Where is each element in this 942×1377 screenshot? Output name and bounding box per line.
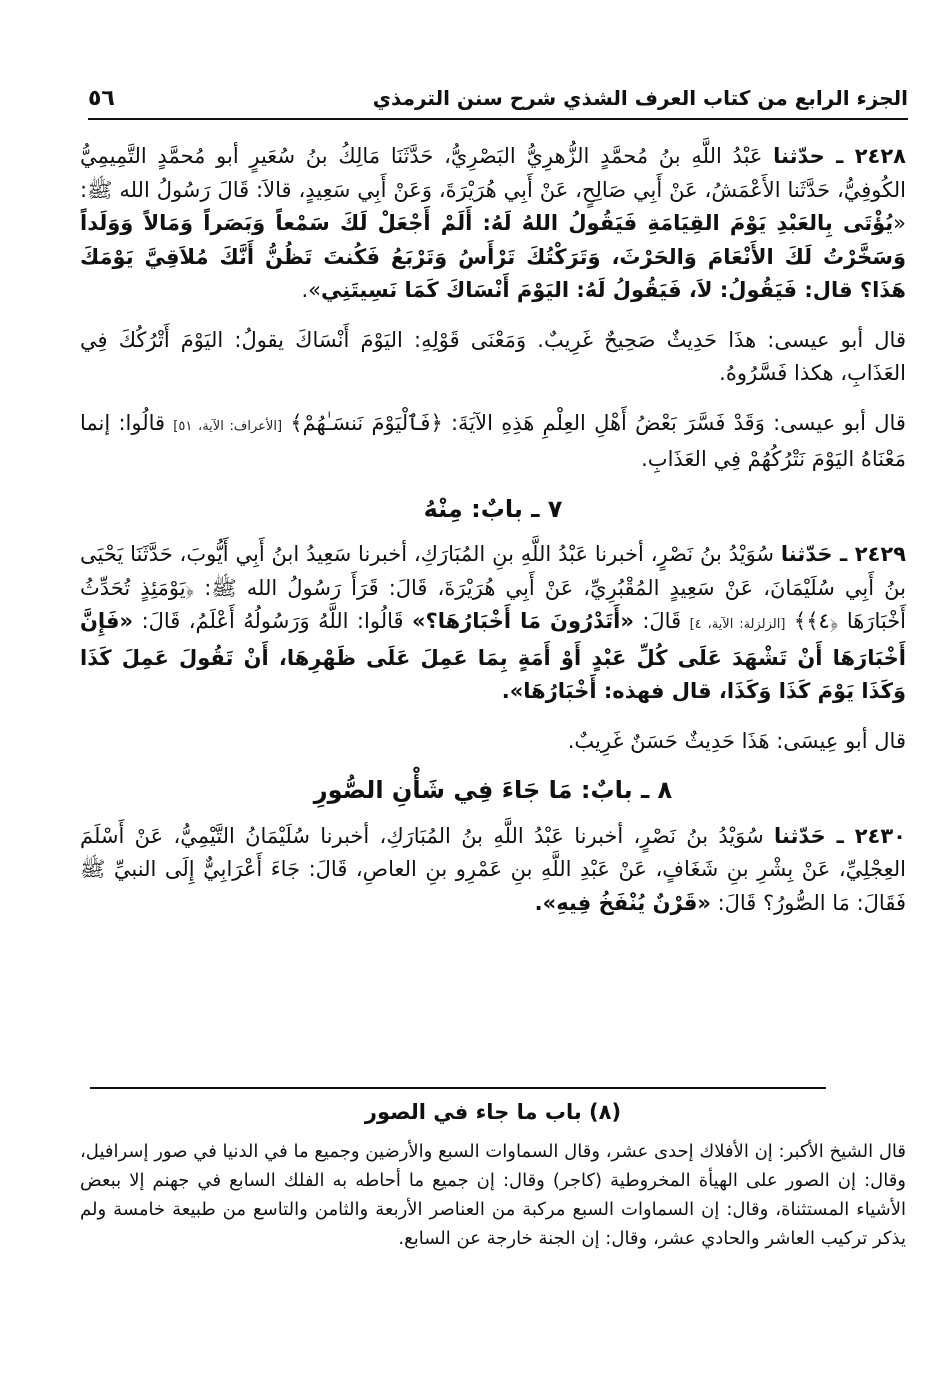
quran-reference: [الزلزلة: الآية، ٤] <box>689 617 786 632</box>
chapter-heading: ٨ ـ بابٌ: مَا جَاءَ فِي شَأْنِ الصُّورِ <box>313 776 673 804</box>
running-title: الجزء الرابع من كتاب العرف الشذي شرح سنن الترمذي <box>372 86 908 110</box>
hadith-matn: يُؤْتَى بِالعَبْدِ يَوْمَ القِيَامَةِ فَيَقُولُ اللهُ لَهُ: أَلَمْ أَجْعَلْ لَكَ سَمْعاً وَبَصَراً وَمَالاً وَوَلَداً وَسَخَّرْتُ لَكَ الأَنْعَامَ وَالحَرْثَ، وَتَرَكْتُكَ تَرْأَسُ وَتَرْبَعُ فَكُنتَ تَظُنُّ أَنَّكَ مُلاَقِيَّ يَوْمَكَ هَذَا؟ قال: فَيَقُولُ: لاَ، فَيَقُولُ لَهُ: اليَوْمَ أَنْسَاكَ كَمَا نَسِيتَنِي <box>80 211 906 302</box>
hadith-matn: «قَرْنٌ يُنْفَخُ فِيهِ». <box>534 890 711 915</box>
quran-reference: [الأعراف: الآية، ٥١] <box>173 418 283 434</box>
commentary-paragraph: قال أبو عيسى: هذَا حَدِيثٌ صَحِيحٌ غَرِيبٌ. وَمَعْنَى قَوْلِهِ: اليَوْمَ أَنْسَاكَ يقولُ: اليَوْمَ أَتْرُكُكَ فِي العَذَابِ، هكذا فَسَّرُوهُ. <box>80 327 906 385</box>
footnote-divider <box>90 1087 826 1089</box>
hadith-number: ٢٤٢٨ ـ حدّثنا <box>773 144 906 168</box>
main-text <box>80 140 906 936</box>
page-header <box>88 78 908 120</box>
commentary-paragraph-tafsir <box>80 407 906 477</box>
commentary-text: قال الشيخ الأكبر: إن الأفلاك إحدى عشر، وقال السماوات السبع والأرضين وجميع ما في الدنيا في صور إسرافيل، وقال: إن الصور على الهيأة المخروطية (كاجر) وقال: إن جميع ما أحاطه به الفلك السابع في جهنم إلا ببعض الأشياء المستثناة، وقال: إن السماوات السبع مركبة من العناصر الأربعة والثامن والتاسع من طبيعة خامسة ولم يذكر تركيب العاشر والحادي عشر، وقال: إن الجنة خارجة عن السابع. <box>80 1141 906 1249</box>
question-text: «أَتَدْرُونَ مَا أَخْبَارُهَا؟» <box>411 609 634 633</box>
commentary-paragraph: قال أبو عِيسَى: هَذَا حَدِيثٌ حَسَنٌ غَرِيبٌ. <box>567 728 906 753</box>
hadith-matn: «فَإِنَّ أَخْبَارَهَا أَنْ تَشْهَدَ عَلَى كُلِّ عَبْدٍ أَوْ أَمَةٍ بِمَا عَمِلَ عَلَى ظَهْرِهَا، أَنْ تَقُولَ عَمِلَ كَذَا وَكَذَا يَوْمَ كَذَا وَكَذَا، قال فهذه: أَخْبَارُهَا». <box>80 609 906 703</box>
commentary-title: (٨) باب ما جاء في الصور <box>364 1100 622 1124</box>
tafsir-text: قال أبو عيسى: وَقَدْ فَسَّرَ بَعْضُ أَهْلِ العِلْمِ هَذِهِ الآيَةَ: ﴿فَٱلْيَوْمَ نَنسَـٰهُمْ﴾ <box>290 410 906 435</box>
page-number: ٥٦ <box>88 85 115 111</box>
question-intro: قَالَ: <box>642 609 682 633</box>
hadith-number: ٢٤٣٠ ـ حَدّثنا <box>774 823 906 848</box>
hadith-isnad: عَبْدُ اللَّهِ بنُ مُحمَّدٍ الزُّهرِيُّ البَصْرِيُّ، حَدَّثَنَا مَالِكُ بنُ سُعَيرٍ أبو مُحمَّدٍ التَّمِيمِيُّ الكُوفِيُّ، حَدَّثَنا الأَعْمَشُ، عَنْ أَبِي صَالِحٍ، عَنْ أَبِي هُرَيْرَةَ، وَعَنْ أَبِي سَعِيدٍ، قالاَ: قَالَ رَسُولُ الله ﷺ: « <box>80 144 906 235</box>
chapter-heading: ٧ ـ بابٌ: مِنْهُ <box>423 494 563 523</box>
hadith-isnad: سُوَيْدُ بنُ نَصْرٍ، أخبرنا عَبْدُ اللَّهِ بنِ المُبَارَكِ، أخبرنا سَعِيدُ ابنُ أَبِي أَيُّوبَ، حَدَّثَنَا يَحْيَى بنُ أَبِي سُلَيْمَانَ، عَنْ سَعِيدٍ المُقْبُرِيِّ، عَنْ أَبِي هُرَيْرَةَ، قَالَ: قَرَأَ رَسُولُ الله ﷺ: ﴿يَوْمَئِذٍ تُحَدِّثُ أَخْبَارَهَا ﴿٤﴾﴾ <box>80 542 907 633</box>
answer-text: قَالُوا: اللَّهُ وَرَسُولُهُ أَعْلَمُ، قَالَ: <box>141 609 404 633</box>
tafsir-rest: قالُوا: إنما مَعْنَاهُ اليَوْمَ نَتْرُكُهُمْ فِي العَذَابِ. <box>80 410 906 471</box>
hadith-number: ٢٤٢٩ ـ حَدّثنا <box>780 542 906 566</box>
hadith-2430 <box>80 820 906 921</box>
commentary-section <box>80 1098 906 1253</box>
hadith-close: ». <box>301 278 321 302</box>
hadith-2429 <box>80 538 906 709</box>
hadith-isnad: سُوَيْدُ بنُ نَصْرٍ، أخبرنا عَبْدُ اللَّهِ بنُ المُبَارَكِ، أخبرنا سُلَيْمَانُ التَّيْمِيُّ، عَنْ أَسْلَمَ العِجْلِيِّ، عَنْ بِشْرِ بنِ شَغَافٍ، عَنْ عَبْدِ اللَّهِ بنِ عَمْرِو بنِ العاصِ، قَالَ: جَاءَ أَعْرَابِيٌّ إِلَى النبيِّ ﷺ فَقَالَ: مَا الصُّورُ؟ قَالَ: <box>80 823 906 915</box>
hadith-2428 <box>80 140 906 308</box>
